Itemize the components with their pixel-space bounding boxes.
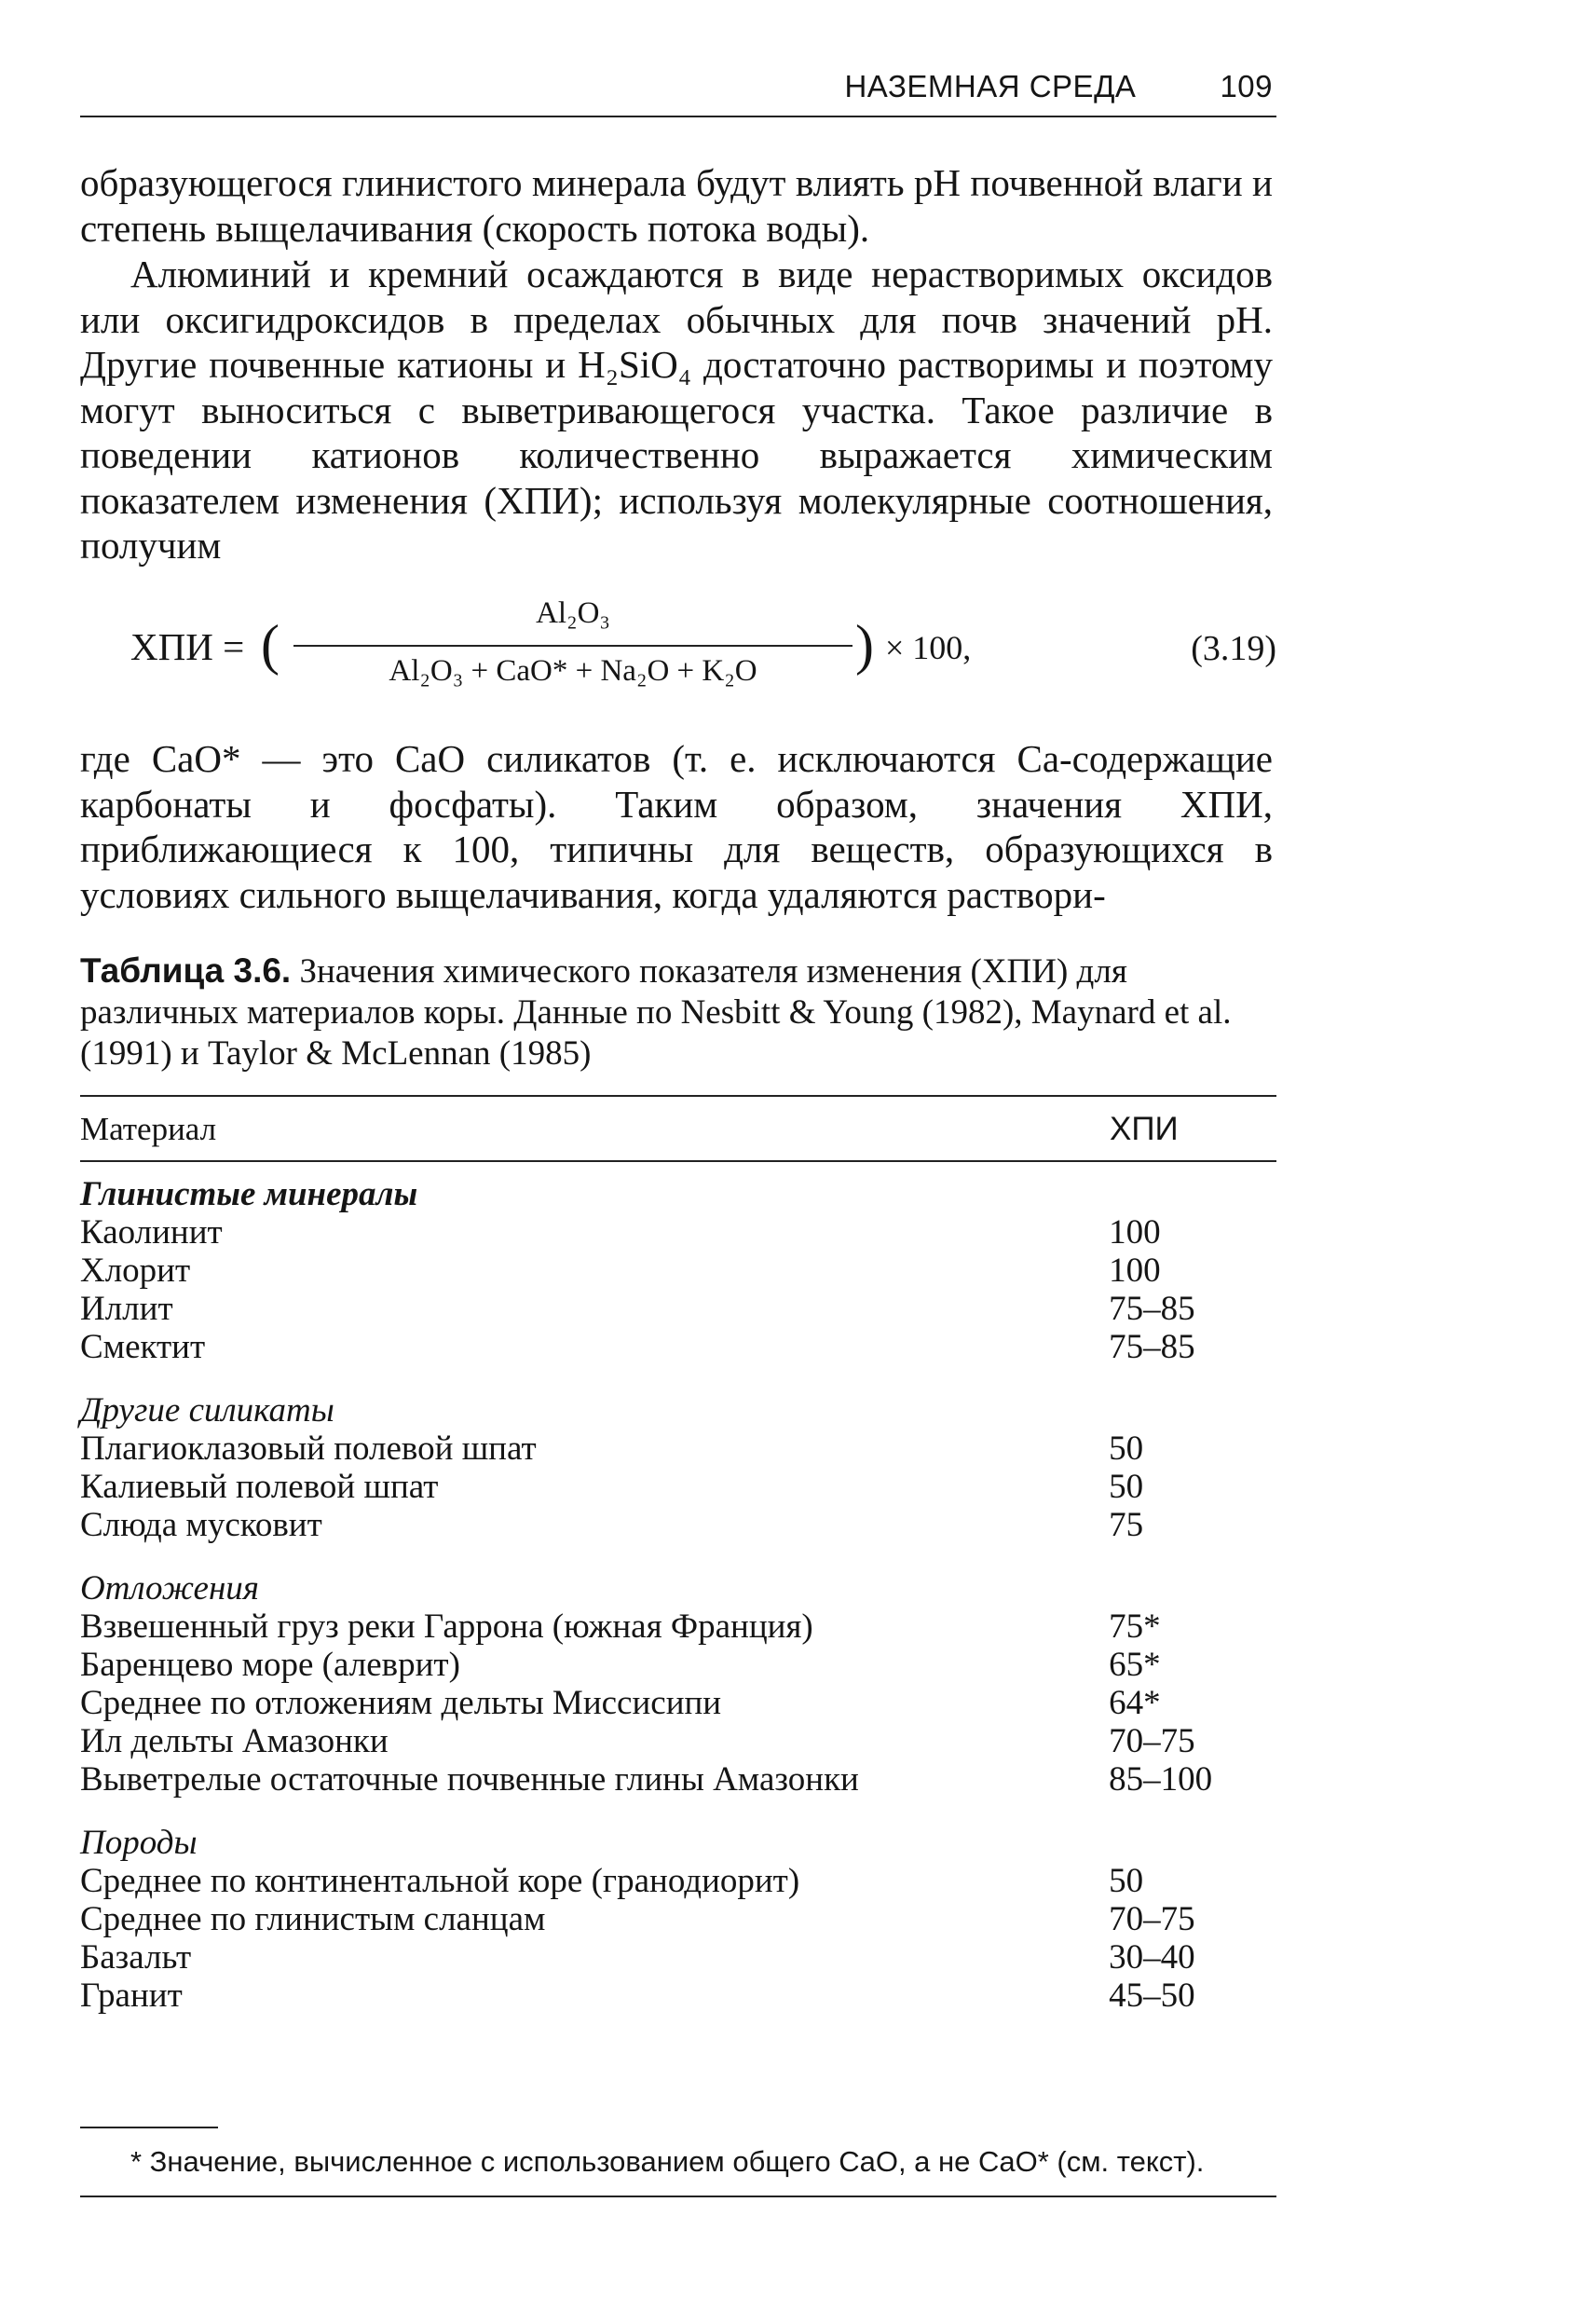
table-row xyxy=(80,1977,1276,2015)
cia-value: 50 xyxy=(1109,1862,1144,1900)
table-group-title: Глинистые минералы xyxy=(80,1175,418,1213)
cia-value: 85–100 xyxy=(1109,1760,1213,1799)
cia-value: 64* xyxy=(1109,1684,1161,1722)
table-row xyxy=(80,1430,1276,1468)
table-group xyxy=(80,1570,1276,1799)
material-name: Хлорит xyxy=(80,1252,191,1290)
cia-value: 70–75 xyxy=(1109,1900,1195,1938)
cia-value: 70–75 xyxy=(1109,1722,1195,1760)
table-row xyxy=(80,1646,1276,1684)
table-row xyxy=(80,1684,1276,1722)
table-group-title: Другие силикаты xyxy=(80,1391,334,1430)
table-bottom-rule xyxy=(80,2196,1276,2197)
equation-number: (3.19) xyxy=(1191,629,1276,668)
material-name: Слюда мусковит xyxy=(80,1506,322,1544)
table-caption xyxy=(80,951,1276,1074)
material-name: Гранит xyxy=(80,1977,183,2015)
paragraph-2: Алюминий и кремний осаждаются в виде нерастворимых оксидов или оксигидроксидов в пределах обычных для почв значений pH. Другие почвенные катионы и H₂SiO₄ достаточно растворимы и поэтому могут выноситься с выветривающегося участка. Такое различие в поведении катионов количественно выражается химическим показателем изменения (ХПИ); используя молекулярные соотношения, получим xyxy=(80,253,1273,567)
table-group-title: Отложения xyxy=(80,1569,260,1607)
cia-value: 75–85 xyxy=(1109,1328,1195,1366)
material-name: Плагиоклазовый полевой шпат xyxy=(80,1430,537,1468)
table-row xyxy=(80,1213,1276,1252)
column-header-material: Материал xyxy=(80,1111,217,1147)
table-body xyxy=(80,1176,1276,2041)
material-name: Среднее по континентальной коре (гранодиорит) xyxy=(80,1862,800,1900)
formula-paren-left: ( xyxy=(261,614,280,676)
table-header-rule xyxy=(80,1160,1276,1162)
table-row xyxy=(80,1722,1276,1760)
cia-value: 30–40 xyxy=(1109,1938,1195,1977)
table-row xyxy=(80,1252,1276,1290)
cia-value: 100 xyxy=(1109,1213,1161,1252)
header-section-title: НАЗЕМНАЯ СРЕДА xyxy=(844,69,1137,103)
paragraph-1: образующегося глинистого минерала будут влиять pH почвенной влаги и степень выщелачивания (скорость потока воды). xyxy=(80,161,1273,250)
formula-fraction-line xyxy=(293,645,853,647)
cia-value: 75–85 xyxy=(1109,1290,1195,1328)
formula-3-19 xyxy=(130,580,1276,710)
table-row xyxy=(80,1760,1276,1799)
material-name: Смектит xyxy=(80,1328,206,1366)
cia-value: 45–50 xyxy=(1109,1977,1195,2015)
material-name: Взвешенный груз реки Гаррона (южная Франция) xyxy=(80,1607,813,1646)
table-footnote: * Значение, вычисленное с использованием общего CaO, а не CaO* (см. текст). xyxy=(130,2145,1205,2178)
material-name: Базальт xyxy=(80,1938,192,1977)
header-rule xyxy=(80,116,1276,117)
cia-value: 75 xyxy=(1109,1506,1144,1544)
footnote-rule xyxy=(80,2127,218,2128)
material-name: Калиевый полевой шпат xyxy=(80,1468,439,1506)
paragraph-3: где CaO* — это CaO силикатов (т. е. исключаются Ca-содержащие карбонаты и фосфаты). Таким образом, значения ХПИ, приближающиеся к 100, типичны для веществ, образующихся в условиях сильного выщелачивания, когда удаляются раствори- xyxy=(80,737,1273,916)
table-row xyxy=(80,1900,1276,1938)
table-row xyxy=(80,1468,1276,1506)
table-row xyxy=(80,1862,1276,1900)
material-name: Среднее по глинистым сланцам xyxy=(80,1900,546,1938)
table-group xyxy=(80,1176,1276,1366)
cia-value: 50 xyxy=(1109,1468,1144,1506)
table-row xyxy=(80,1328,1276,1366)
material-name: Каолинит xyxy=(80,1213,223,1252)
material-name: Ил дельты Амазонки xyxy=(80,1722,389,1760)
cia-value: 50 xyxy=(1109,1430,1144,1468)
material-name: Выветрелые остаточные почвенные глины Амазонки xyxy=(80,1760,859,1799)
table-row xyxy=(80,1506,1276,1544)
table-row xyxy=(80,1607,1276,1646)
page-number: 109 xyxy=(1220,69,1273,103)
cia-value: 65* xyxy=(1109,1646,1161,1684)
formula-paren-right: ) xyxy=(855,614,874,676)
column-header-cia: ХПИ xyxy=(1110,1111,1179,1147)
table-top-rule xyxy=(80,1095,1276,1097)
formula-numerator: Al₂O₃ xyxy=(536,596,610,630)
material-name: Иллит xyxy=(80,1290,173,1328)
cia-value: 100 xyxy=(1109,1252,1161,1290)
material-name: Баренцево море (алеврит) xyxy=(80,1646,460,1684)
formula-denominator: Al₂O₃ + CaO* + Na₂O + K₂O xyxy=(389,654,757,688)
table-row xyxy=(80,1938,1276,1977)
table-caption-text: Значения химического показателя изменения (ХПИ) для различных материалов коры. Данные по Nesbitt & Young (1982), Maynard et al. (1991) и Taylor & McLennan (1985) xyxy=(80,952,1232,1073)
table-group xyxy=(80,1392,1276,1544)
table-group-title: Породы xyxy=(80,1824,198,1862)
table-caption-label: Таблица 3.6. xyxy=(80,951,292,990)
material-name: Среднее по отложениям дельты Миссисипи xyxy=(80,1684,722,1722)
cia-value: 75* xyxy=(1109,1607,1161,1646)
formula-multiplier: × 100, xyxy=(885,629,972,666)
formula-lhs: ХПИ = xyxy=(130,625,245,668)
table-group xyxy=(80,1825,1276,2015)
running-header xyxy=(80,69,1273,104)
table-row xyxy=(80,1290,1276,1328)
